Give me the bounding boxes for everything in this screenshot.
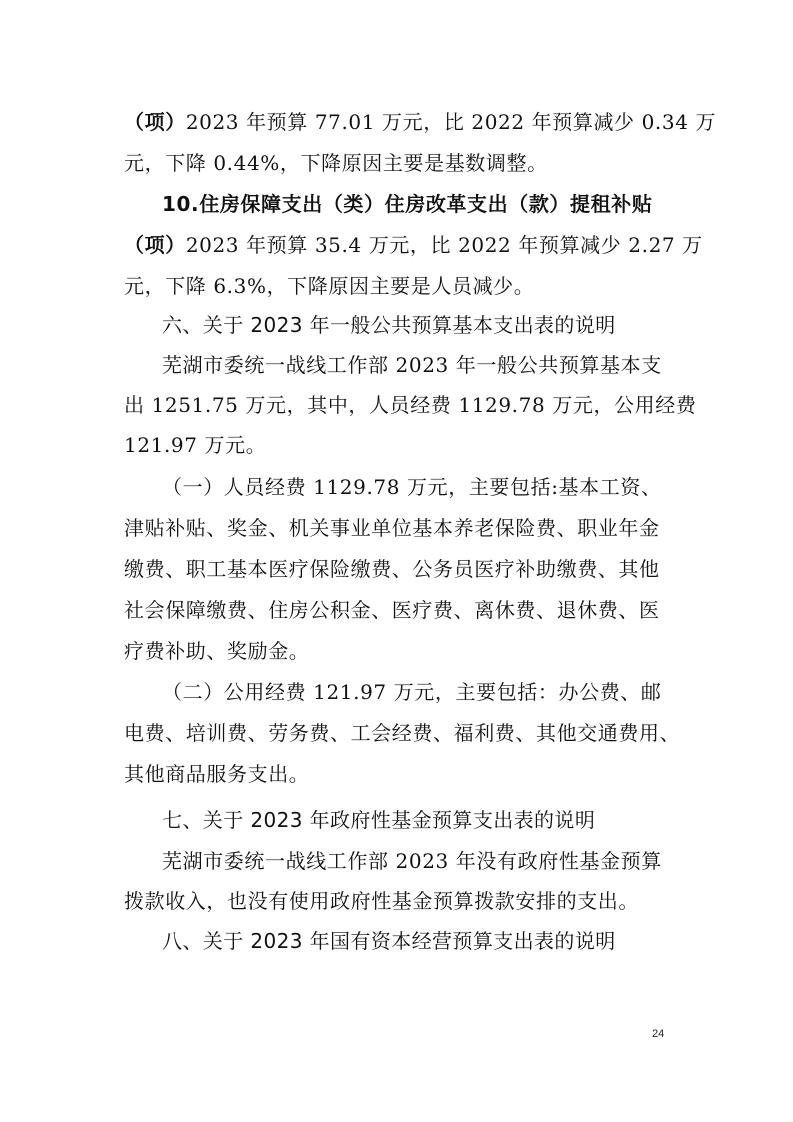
- paragraph-line: 津贴补贴、奖金、机关事业单位基本养老保险费、职业年金: [124, 516, 660, 540]
- paragraph-line: 121.97 万元。: [124, 433, 267, 457]
- paragraph-line: 缴费、职工基本医疗保险缴费、公务员医疗补助缴费、其他: [124, 557, 660, 581]
- bold-lead: （项）: [124, 110, 186, 134]
- page-number: 24: [652, 1028, 665, 1040]
- paragraph-line: （二）公用经费 121.97 万元，主要包括：办公费、邮: [162, 680, 662, 704]
- paragraph-line: 电费、培训费、劳务费、工会经费、福利费、其他交通费用、: [124, 721, 681, 745]
- paragraph-line: 其他商品服务支出。: [124, 762, 310, 786]
- text-span: 2023 年预算 35.4 万元，比 2022 年预算减少 2.27 万: [185, 233, 703, 257]
- paragraph-line: [124, 233, 703, 257]
- text-span: 2023 年预算 77.01 万元，比 2022 年预算减少 0.34 万: [185, 110, 717, 134]
- paragraph-line: 出 1251.75 万元，其中，人员经费 1129.78 万元，公用经费: [124, 393, 697, 417]
- paragraph-line: （一）人员经费 1129.78 万元，主要包括:基本工资、: [162, 475, 662, 499]
- paragraph-line: [124, 110, 716, 134]
- paragraph-line: 社会保障缴费、住房公积金、医疗费、离休费、退休费、医: [124, 598, 660, 622]
- paragraph-line: 元，下降 6.3%，下降原因主要是人员减少。: [124, 274, 535, 298]
- paragraph-line: 拨款收入，也没有使用政府性基金预算拨款安排的支出。: [124, 889, 639, 913]
- section-heading-6: 六、关于 2023 年一般公共预算基本支出表的说明: [162, 313, 616, 337]
- section-heading-7: 七、关于 2023 年政府性基金预算支出表的说明: [162, 808, 596, 832]
- section-item-heading: 10.住房保障支出（类）住房改革支出（款）提租补贴: [162, 192, 653, 216]
- paragraph-line: 元，下降 0.44%，下降原因主要是基数调整。: [124, 151, 548, 175]
- paragraph-line: 疗费补助、奖励金。: [124, 639, 310, 663]
- paragraph-line: 芜湖市委统一战线工作部 2023 年一般公共预算基本支: [162, 353, 662, 377]
- section-heading-8: 八、关于 2023 年国有资本经营预算支出表的说明: [162, 929, 616, 953]
- bold-lead: （项）: [124, 233, 186, 257]
- paragraph-line: 芜湖市委统一战线工作部 2023 年没有政府性基金预算: [162, 849, 662, 873]
